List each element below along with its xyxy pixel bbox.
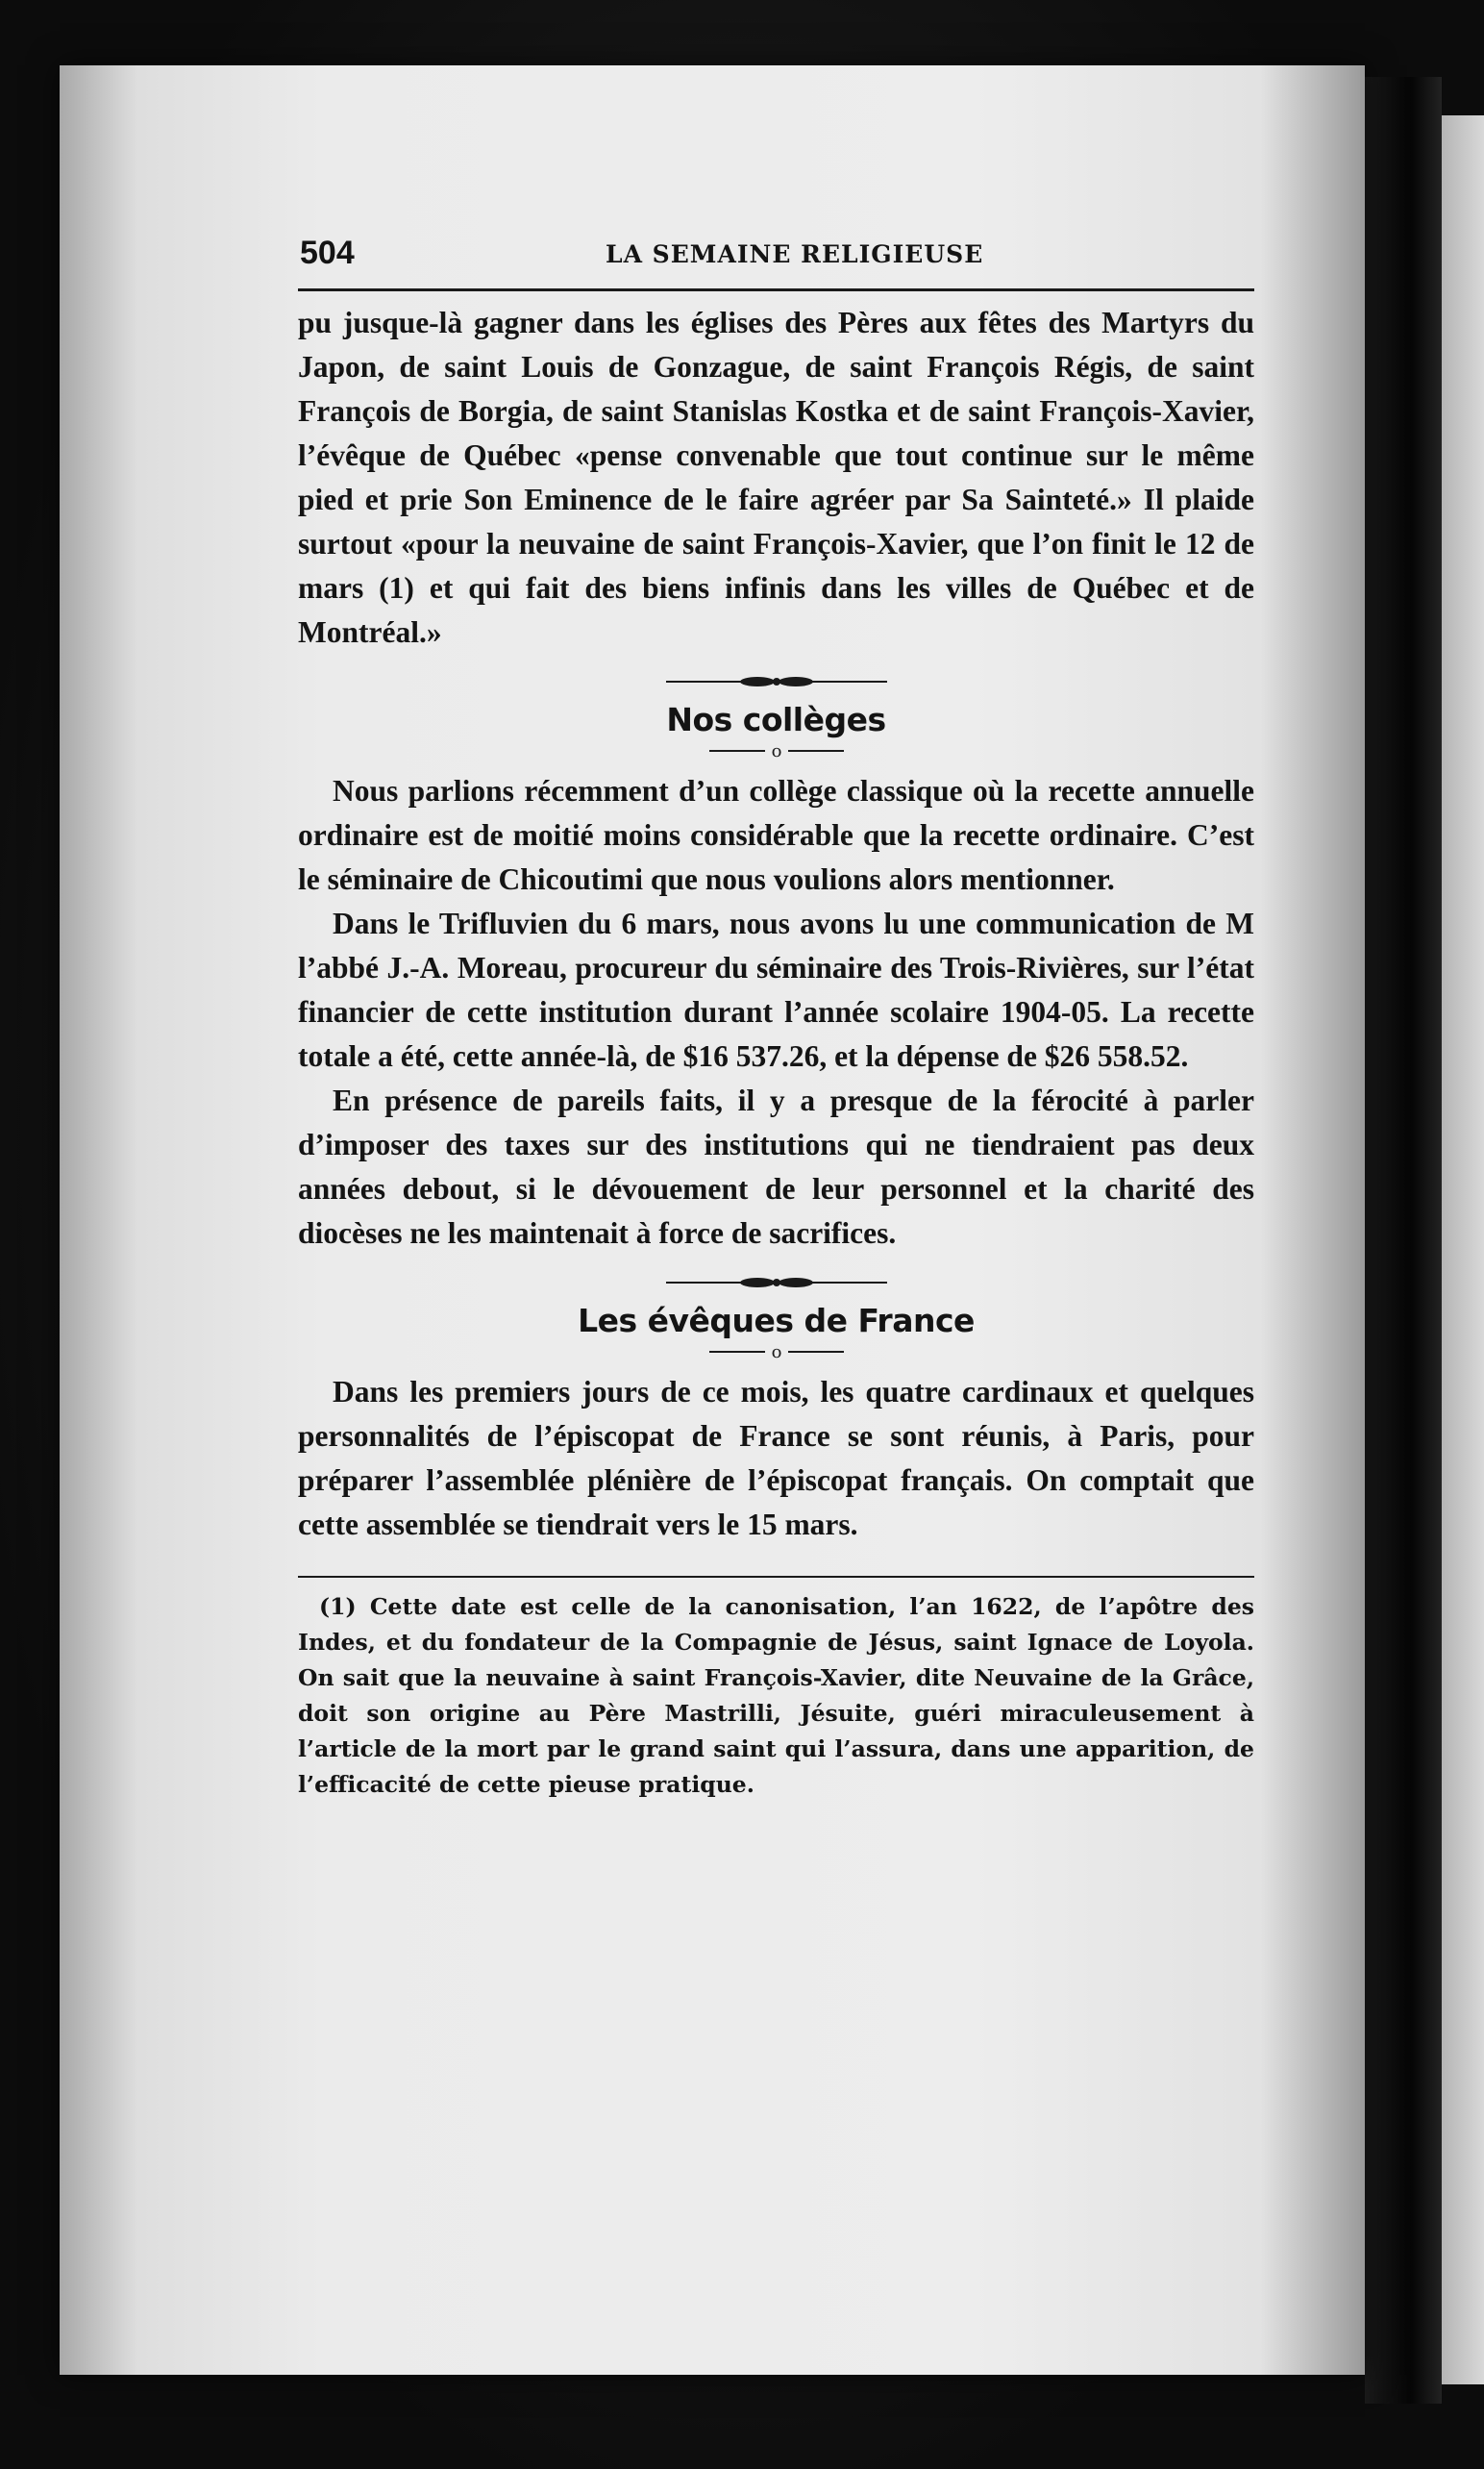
eveques-paragraph-1: Dans les premiers jours de ce mois, les quatre cardinaux et quelques personnalités de l’épiscopat de France se sont réunis, à Paris, pour préparer l’assemblée plénière de l’épiscopat français. On comptait que cette assemblée se tiendrait vers le 15 mars. <box>298 1375 1254 1541</box>
section-sub-ornament-2 <box>298 1339 1254 1364</box>
colleges-paragraph-1 <box>298 769 1254 902</box>
book-gutter <box>1365 77 1442 2404</box>
section-divider-ornament <box>298 672 1254 691</box>
colleges-paragraph-1-text: Nous parlions récemment d’un collège classique où la recette annuelle ordinaire est de moitié moins considérable que la recette ordinaire. C’est le séminaire de Chicoutimi que nous voulions alors mentionner. <box>298 774 1254 896</box>
adjacent-page-edge <box>1442 115 1484 2384</box>
section-title-colleges: Nos collèges <box>666 701 886 738</box>
page-number: 504 <box>300 235 355 271</box>
colleges-paragraph-3: En présence de pareils faits, il y a presque de la férocité à parler d’imposer des taxes sur des institutions qui ne tiendraient pas deux années debout, si le dévouement de leur personnel et la charité des diocèses ne les maintenait à force de sacrifices. <box>298 1084 1254 1250</box>
journal-title: LA SEMAINE RELIGIEUSE <box>606 240 984 268</box>
small-rule-icon <box>709 741 844 761</box>
intro-paragraph: pu jusque-là gagner dans les églises des Pères aux fêtes des Martyrs du Japon, de saint Louis de Gonzague, de saint François Régis, de saint François de Borgia, de saint Stanislas Kostka et de saint François-Xavier, l’évêque de Québec «pense convenable que tout continue sur le même pied et prie Son Eminence de le faire agréer par Sa Sainteté.» Il plaide surtout «pour la neuvaine de saint François-Xavier, que l’on finit le 12 de mars (1) et qui fait des biens infinis dans les villes de Québec et de Montréal.» <box>298 306 1254 649</box>
section-divider-ornament-2 <box>298 1273 1254 1292</box>
colleges-paragraph-2: Dans le Trifluvien du 6 mars, nous avons lu une communication de M l’abbé J.-A. Moreau, procureur du séminaire des Trois-Rivières, sur l’état financier de cette institution durant l’année scolaire 1904-05. La recette totale a été, cette année-là, de $16 537.26, et la dépense de $26 558.52. <box>298 907 1254 1073</box>
footnote: (1) Cette date est celle de la canonisation, l’an 1622, de l’apôtre des Indes, et du fondateur de la Compagnie de Jésus, saint Ignace de Loyola. On sait que la neuvaine à saint François-Xavier, dite Neuvaine de la Grâce, doit son origine au Père Mastrilli, Jésuite, guéri miraculeusement à l’article de la mort par le grand saint qui l’assura, dans une apparition, de l’efficacité de cette pieuse pratique. <box>298 1593 1254 1798</box>
sub-ornament-glyph-2: o <box>771 1342 781 1361</box>
header-rule <box>298 288 1254 291</box>
divider-flourish-icon <box>666 1275 887 1290</box>
divider-flourish-icon <box>666 674 887 689</box>
page-content <box>298 231 1254 1803</box>
small-rule-icon <box>709 1342 844 1361</box>
section-sub-ornament <box>298 738 1254 763</box>
footnote-rule <box>298 1576 1254 1578</box>
sub-ornament-glyph: o <box>771 741 781 761</box>
section-title-eveques: Les évêques de France <box>578 1302 975 1339</box>
running-header <box>298 231 1254 285</box>
